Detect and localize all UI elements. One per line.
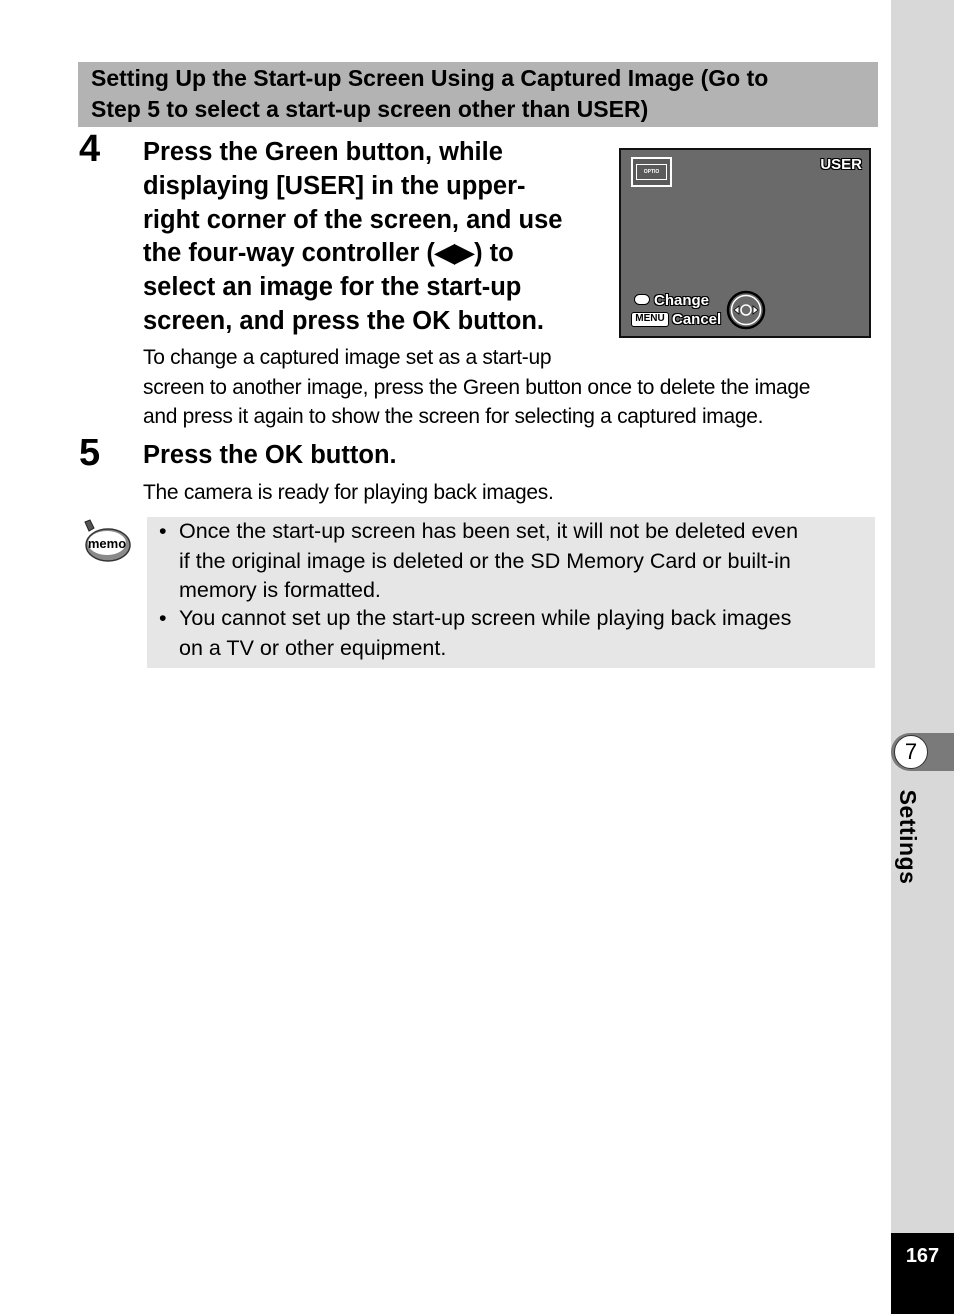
memo-box: [147, 517, 875, 668]
step-4-body: [143, 343, 883, 432]
step-5-heading: Press the OK button.: [143, 441, 397, 469]
section-header: [78, 62, 878, 127]
memo-bullet-line: Once the start-up screen has been set, it will not be deleted even: [179, 519, 799, 543]
memo-icon-label: memo: [87, 536, 127, 551]
camera-lcd-screen: [619, 148, 871, 338]
memo-bullet-text: [179, 604, 869, 663]
step-4-heading-line: displaying [USER] in the upper-: [143, 171, 526, 200]
memo-bullet-item: [159, 517, 865, 607]
step-4-body-line: To change a captured image set as a start-up: [143, 346, 552, 369]
step-4-heading-line: Press the Green button, while: [143, 138, 503, 166]
memo-bullet-line: memory is formatted.: [179, 578, 381, 602]
step-4-heading-line: right corner of the screen, and use: [143, 205, 563, 234]
memo-bullet-text: [179, 517, 869, 606]
step-4-heading-line: select an image for the start-up: [143, 273, 522, 302]
step-4-heading-line: screen, and press the OK button.: [143, 306, 544, 335]
chapter-side-tab: [891, 0, 954, 1314]
step-5-number: 5: [79, 432, 101, 474]
chapter-number: 7: [894, 735, 928, 769]
lcd-cancel-label: Cancel: [672, 311, 722, 328]
step-4-body-line: screen to another image, press the Green button once to delete the image: [143, 375, 811, 399]
step-4-heading: [143, 136, 613, 339]
memo-bullet-line: on a TV or other equipment.: [179, 635, 447, 660]
step-4-body-line: and press it again to show the screen for selecting a captured image.: [143, 405, 764, 428]
memo-bullet-line: if the original image is deleted or the SD Memory Card or built-in: [179, 548, 791, 573]
memo-icon: [80, 519, 132, 565]
optio-logo-text: OPTIO: [636, 164, 667, 180]
bullet-marker: •: [159, 519, 167, 543]
chapter-title: Settings: [895, 789, 921, 885]
four-way-controller-icon: [726, 290, 766, 330]
memo-bullet-line: You cannot set up the start-up screen while playing back images: [179, 606, 792, 630]
memo-bullet-item: [159, 604, 865, 664]
section-title-line-2: Step 5 to select a start-up screen other than USER): [91, 96, 649, 122]
bullet-marker: •: [159, 606, 167, 630]
lcd-change-label: Change: [654, 292, 710, 309]
lcd-mode-label: USER: [820, 156, 862, 173]
green-button-icon: [634, 294, 650, 305]
step-5-body: The camera is ready for playing back images.: [143, 481, 554, 504]
optio-logo-icon: [631, 157, 672, 187]
step-4-number: 4: [79, 128, 101, 170]
menu-key-icon: MENU: [631, 312, 669, 327]
page-number: 167: [891, 1233, 954, 1314]
section-title-line-1: Setting Up the Start-up Screen Using a Captured Image (Go to: [91, 65, 769, 91]
step-4-heading-line: the four-way controller (◀▶) to: [143, 239, 514, 268]
